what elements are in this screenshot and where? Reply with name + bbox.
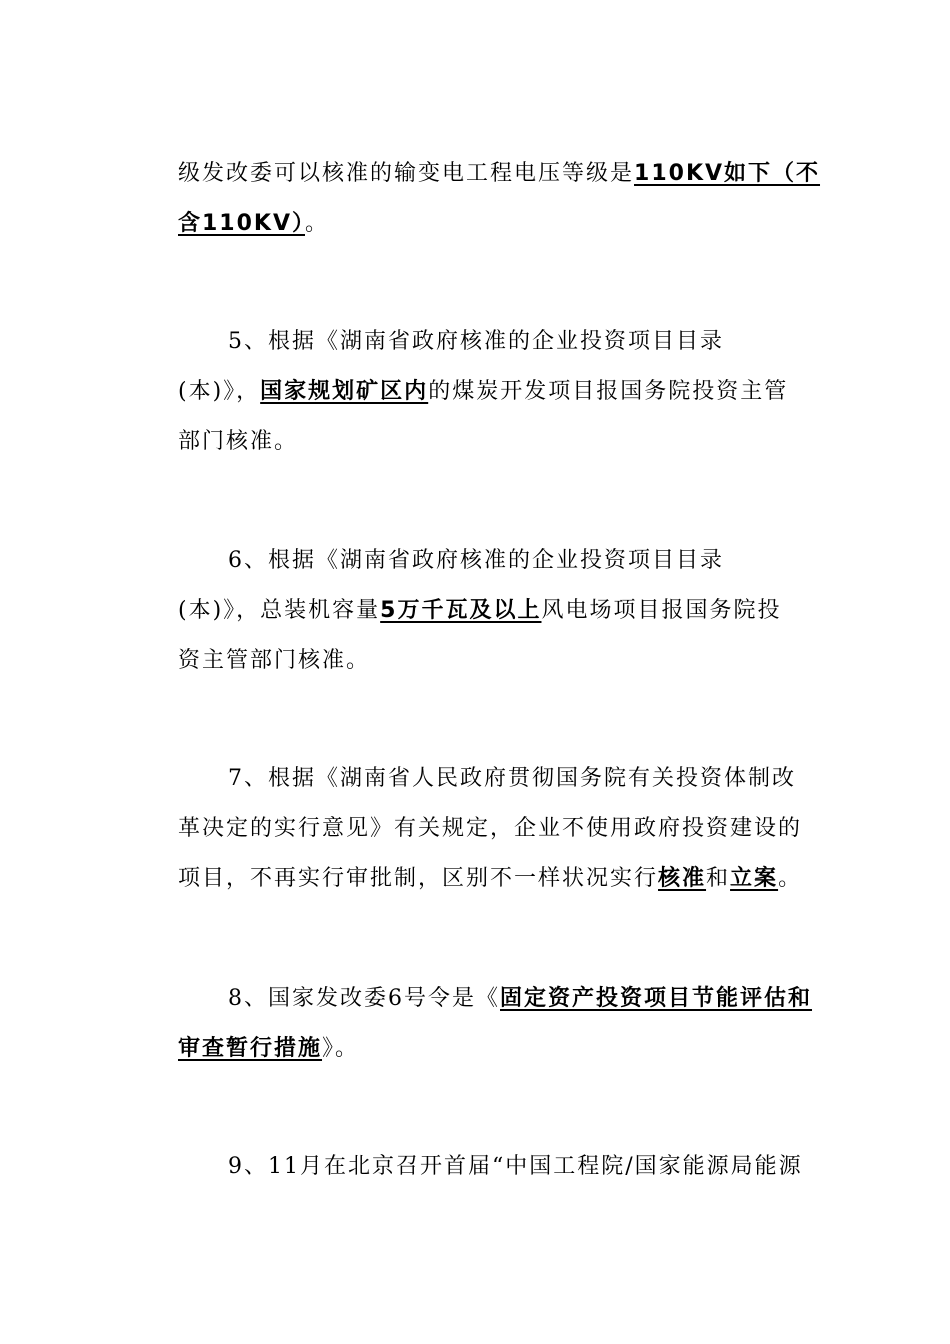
underlined-emphasis: 5万千瓦及以上 (380, 598, 542, 623)
text-line (228, 1153, 803, 1181)
text-line (178, 160, 820, 188)
text-line (178, 597, 782, 625)
underlined-emphasis: 国家规划矿区内 (260, 379, 429, 404)
text-run: 9、11月在北京召开首届“中国工程院/国家能源局能源 (228, 1154, 803, 1179)
text-run: 5、根据《湖南省政府核准的企业投资项目目录 (228, 329, 724, 354)
text-run: 级发改委可以核准的输变电工程电压等级是 (178, 161, 635, 186)
text-line (228, 985, 812, 1013)
text-run: 资主管部门核准。 (178, 648, 371, 673)
text-line (228, 328, 724, 356)
text-line (228, 547, 724, 575)
text-run: (本)》， (178, 379, 261, 404)
text-run: 革决定的实行意见》有关规定，企业不使用政府投资建设的 (178, 816, 803, 841)
text-run: 的煤炭开发项目报国务院投资主管 (428, 379, 789, 404)
text-run: 。 (305, 211, 330, 236)
underlined-emphasis: 110KV如下（不 (634, 161, 821, 186)
text-run: 项目，不再实行审批制，区别不一样状况实行 (178, 866, 659, 891)
text-run: 》。 (322, 1036, 360, 1061)
text-line (228, 765, 796, 793)
underlined-emphasis: 审查暂行措施 (178, 1036, 323, 1061)
text-line (178, 210, 329, 238)
text-line (178, 865, 802, 893)
underlined-emphasis: 含110KV） (178, 211, 305, 236)
text-run: 和 (706, 866, 731, 891)
underlined-emphasis: 核准 (658, 866, 707, 891)
underlined-emphasis: 立案 (730, 866, 779, 891)
text-line (178, 428, 298, 456)
text-run: 部门核准。 (178, 429, 299, 454)
text-run: 。 (778, 866, 803, 891)
text-run: (本)》，总装机容量 (178, 598, 381, 623)
text-run: 8、国家发改委6号令是《 (228, 986, 500, 1011)
text-line (178, 378, 788, 406)
text-run: 6、根据《湖南省政府核准的企业投资项目目录 (228, 548, 724, 573)
text-line (178, 815, 802, 843)
underlined-emphasis: 固定资产投资项目节能评估和 (500, 986, 813, 1011)
text-line (178, 647, 370, 675)
text-line (178, 1035, 359, 1063)
text-run: 风电场项目报国务院投 (541, 598, 782, 623)
text-run: 7、根据《湖南省人民政府贯彻国务院有关投资体制改 (228, 766, 796, 791)
